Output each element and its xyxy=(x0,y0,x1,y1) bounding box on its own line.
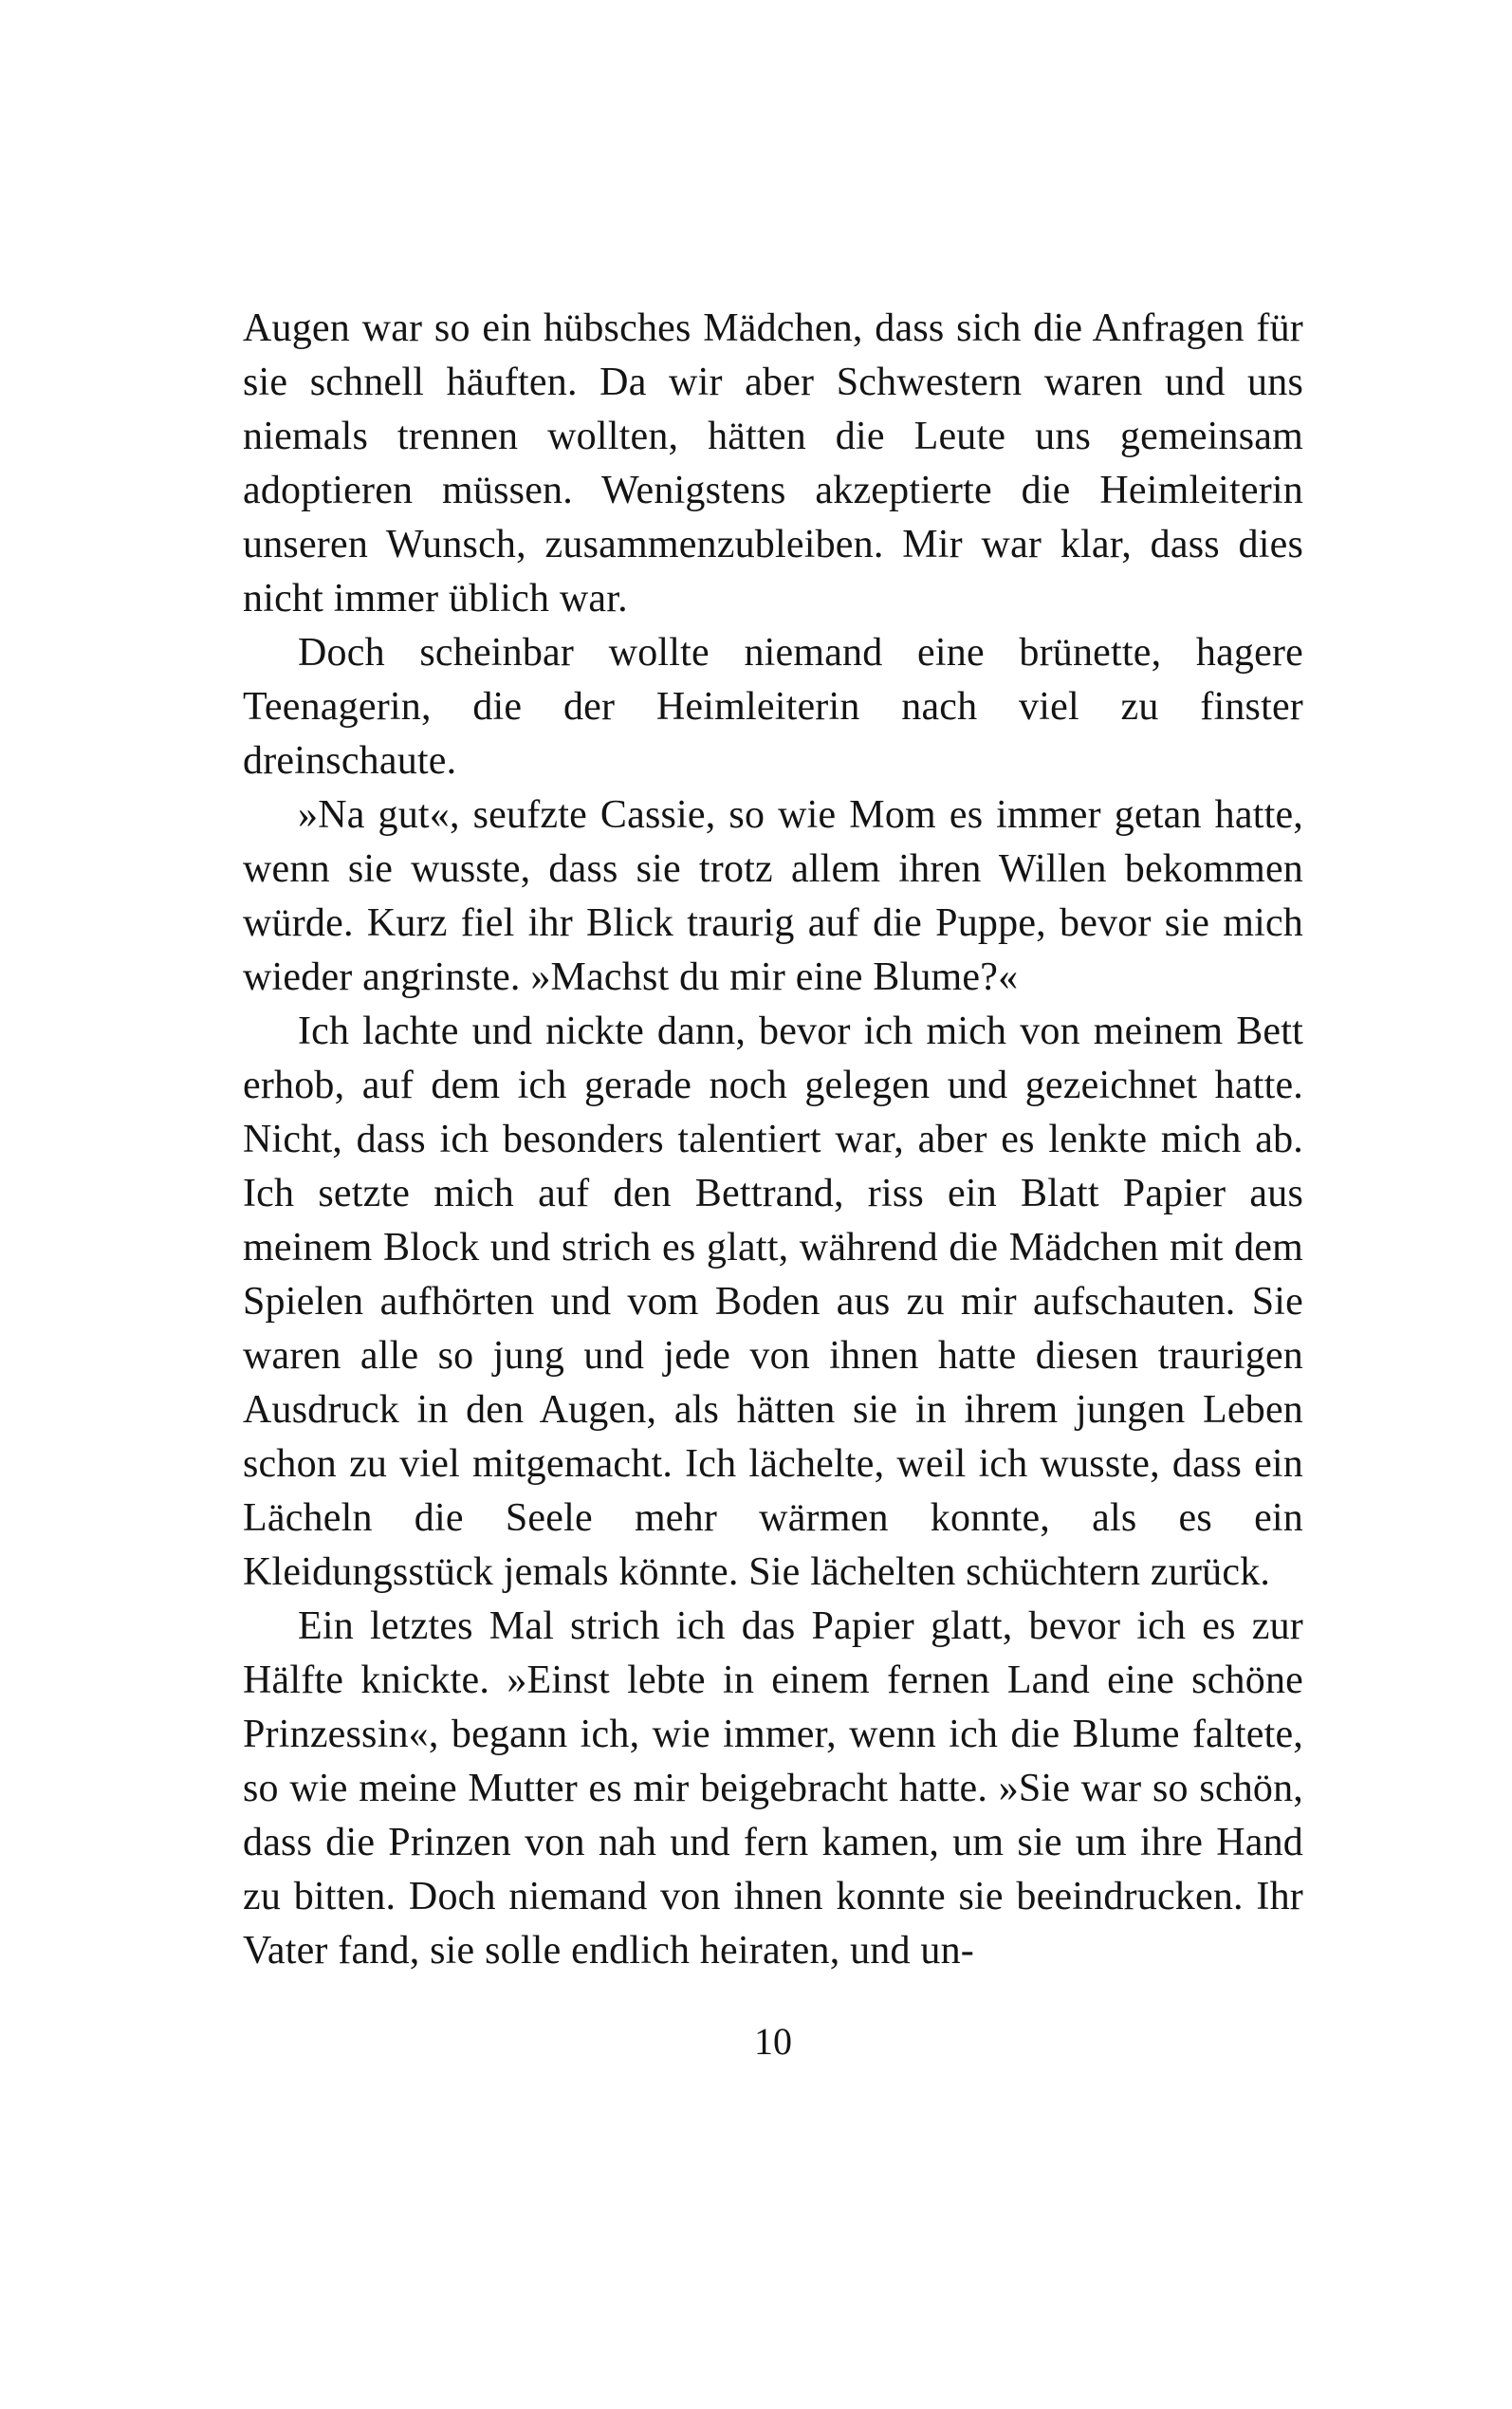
paragraph: »Na gut«, seufzte Cassie, so wie Mom es immer getan hatte, wenn sie wusste, dass sie trotz allem ihren Willen bekommen würde. Kurz fiel ihr Blick traurig auf die Puppe, bevor sie mich wieder angrinste. »Machst du mir eine Blume?« xyxy=(243,793,1303,999)
paragraph: Augen war so ein hübsches Mädchen, dass sich die Anfragen für sie schnell häuften. Da wir aber Schwestern waren und uns niemals trennen wollten, hätten die Leute uns gemeinsam adoptieren müssen. Wenigstens akzeptierte die Heimleiterin unseren Wunsch, zusammenzubleiben. Mir war klar, dass dies nicht immer üblich war. xyxy=(243,306,1303,621)
text-column xyxy=(243,302,1303,1978)
paragraph: Ein letztes Mal strich ich das Papier glatt, bevor ich es zur Hälfte knickte. »Einst lebte in einem fernen Land eine schöne Prinzessin«, begann ich, wie immer, wenn ich die Blume faltete, so wie meine Mutter es mir beigebracht hatte. »Sie war so schön, dass die Prinzen von nah und fern kamen, um sie um ihre Hand zu bitten. Doch niemand von ihnen konnte sie beeindrucken. Ihr Vater fand, sie solle endlich heiraten, und un- xyxy=(243,1604,1303,1973)
paragraph: Ich lachte und nickte dann, bevor ich mich von meinem Bett erhob, auf dem ich gerade noch gelegen und gezeichnet hatte. Nicht, dass ich besonders talentiert war, aber es lenkte mich ab. Ich setzte mich auf den Bettrand, riss ein Blatt Papier aus meinem Block und strich es glatt, während die Mädchen mit dem Spielen aufhörten und vom Boden aus zu mir aufschauten. Sie waren alle so jung und jede von ihnen hatte diesen traurigen Ausdruck in den Augen, als hätten sie in ihrem jungen Leben schon zu viel mitgemacht. Ich lächelte, weil ich wusste, dass ein Lächeln die Seele mehr wärmen konnte, als es ein Kleidungsstück jemals könnte. Sie lächelten schüchtern zurück. xyxy=(243,1010,1303,1594)
paragraph: Doch scheinbar wollte niemand eine brünette, hagere Teenagerin, die der Heimleiterin nach viel zu finster dreinschaute. xyxy=(243,631,1303,783)
page-number: 10 xyxy=(754,2020,792,2063)
